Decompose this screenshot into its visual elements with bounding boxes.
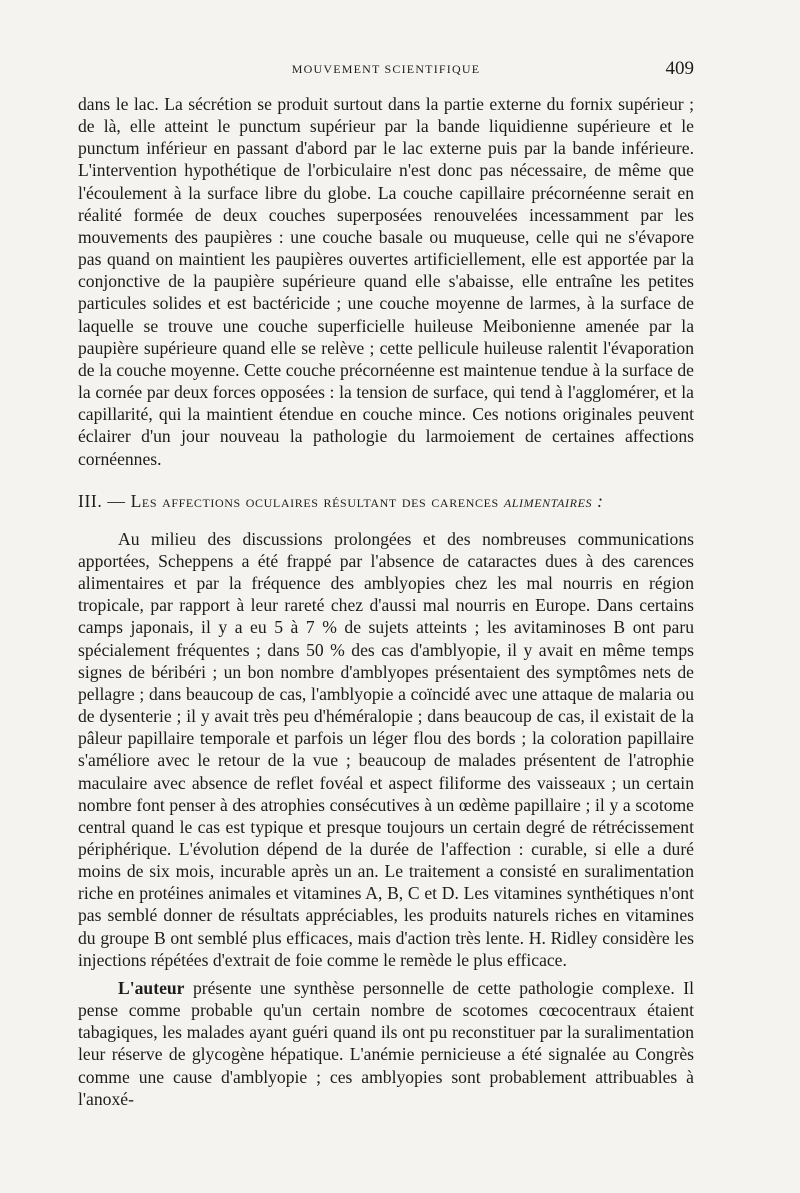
- paragraph-nutritional-amblyopia: Au milieu des discussions prolongées et des nombreuses communications apportées, Scheppens a été frappé par l'absence de cataractes dues à des carences alimentaires et par la fréquence des amblyopies chez les mal nourris en région tropicale, par rapport à leur rareté chez d'aussi mal nourris en Europe. Dans certains camps japonais, il y a eu 5 à 7 % de sujets atteints ; les avitaminoses B ont paru spécialement fréquentes ; dans 50 % des cas d'amblyopie, il y avait en même temps signes de béribéri ; un bon nombre d'amblyopes présentaient des symptômes nets de pellagre ; dans beaucoup de cas, l'amblyopie a coïncidé avec une attaque de malaria ou de dysenterie ; il y avait très peu d'héméralopie ; dans beaucoup de cas, il existait de la pâleur papillaire temporale et parfois un léger flou des bords ; la coloration papillaire s'améliore avec le retour de la vue ; beaucoup de malades présentent de l'atrophie maculaire avec absence de reflet fovéal et aspect filiforme des vaisseaux ; un certain nombre font penser à des atrophies consécutives à un œdème papillaire ; il y a scotome central quand le cas est typique et presque toujours un certain degré de rétrécissement périphérique. L'évolution dépend de la durée de l'affection : curable, si elle a duré moins de six mois, incurable après un an. Le traitement a consisté en suralimentation riche en protéines animales et vitamines A, B, C et D. Les vitamines synthétiques n'ont pas semblé donner de résultats appréciables, les produits naturels riches en vitamines du groupe B ont semblé plus efficaces, mais d'action très lente. H. Ridley considère les injections répétées d'extrait de foie comme le remède le plus efficace.: [78, 528, 694, 970]
- article-body: [78, 93, 694, 1110]
- paragraph-lead-bold: L'auteur: [118, 977, 185, 998]
- spacer: [78, 470, 694, 490]
- section-heading-tail: alimentaires :: [503, 490, 604, 511]
- paragraph-author-synthesis-text: présente une synthèse personnelle de cette pathologie complexe. Il pense comme probable qu'un certain nombre de scotomes cœcocentraux étaient tabagiques, les malades ayant guéri quand ils ont pu reconstituer par la suralimentation leur réserve de glycogène hépatique. L'anémie pernicieuse a été signalée au Congrès comme une cause d'amblyopie ; ces amblyopies sont probablement attribuables à l'anoxé-: [78, 977, 694, 1109]
- section-heading: [78, 490, 694, 512]
- paragraph-lacrimal-film: dans le lac. La sécrétion se produit surtout dans la partie externe du fornix supérieur ; de là, elle atteint le punctum supérieur par la bande liquidienne supérieure et le punctum inférieur en passant d'abord par le lac externe puis par la bande inférieure. L'intervention hypothétique de l'orbiculaire n'est donc pas nécessaire, de même que l'écoulement à la surface libre du globe. La couche capillaire précornéenne serait en réalité formée de deux couches superposées renouvelées incessamment par les mouvements des paupières : une couche basale ou muqueuse, celle qui ne s'évapore pas quand on maintient les paupières ouvertes artificiellement, elle est apportée par la conjonctive de la paupière supérieure quand elle s'abaisse, elle entraîne les petites particules solides et est bactéricide ; une couche moyenne de larmes, à la surface de laquelle se trouve une couche superficielle huileuse Meibonienne amenée par la paupière supérieure quand elle se relève ; cette pellicule huileuse ralentit l'évaporation de la couche moyenne. Cette couche précornéenne est maintenue tendue à la surface de la cornée par deux forces opposées : la tension de surface, qui tend à l'agglomérer, et la capillarité, qui la maintient étendue en couche mince. Ces notions originales peuvent éclairer d'un jour nouveau la pathologie du larmoiement de certaines affections cornéennes.: [78, 94, 694, 469]
- page-number: 409: [665, 58, 694, 79]
- paragraph-author-synthesis: [78, 977, 694, 1110]
- section-heading-text: III. — Les affections oculaires résultant des carences: [78, 490, 499, 511]
- page-header: [78, 60, 694, 84]
- running-title: MOUVEMENT SCIENTIFIQUE: [291, 62, 481, 76]
- spacer: [78, 512, 694, 528]
